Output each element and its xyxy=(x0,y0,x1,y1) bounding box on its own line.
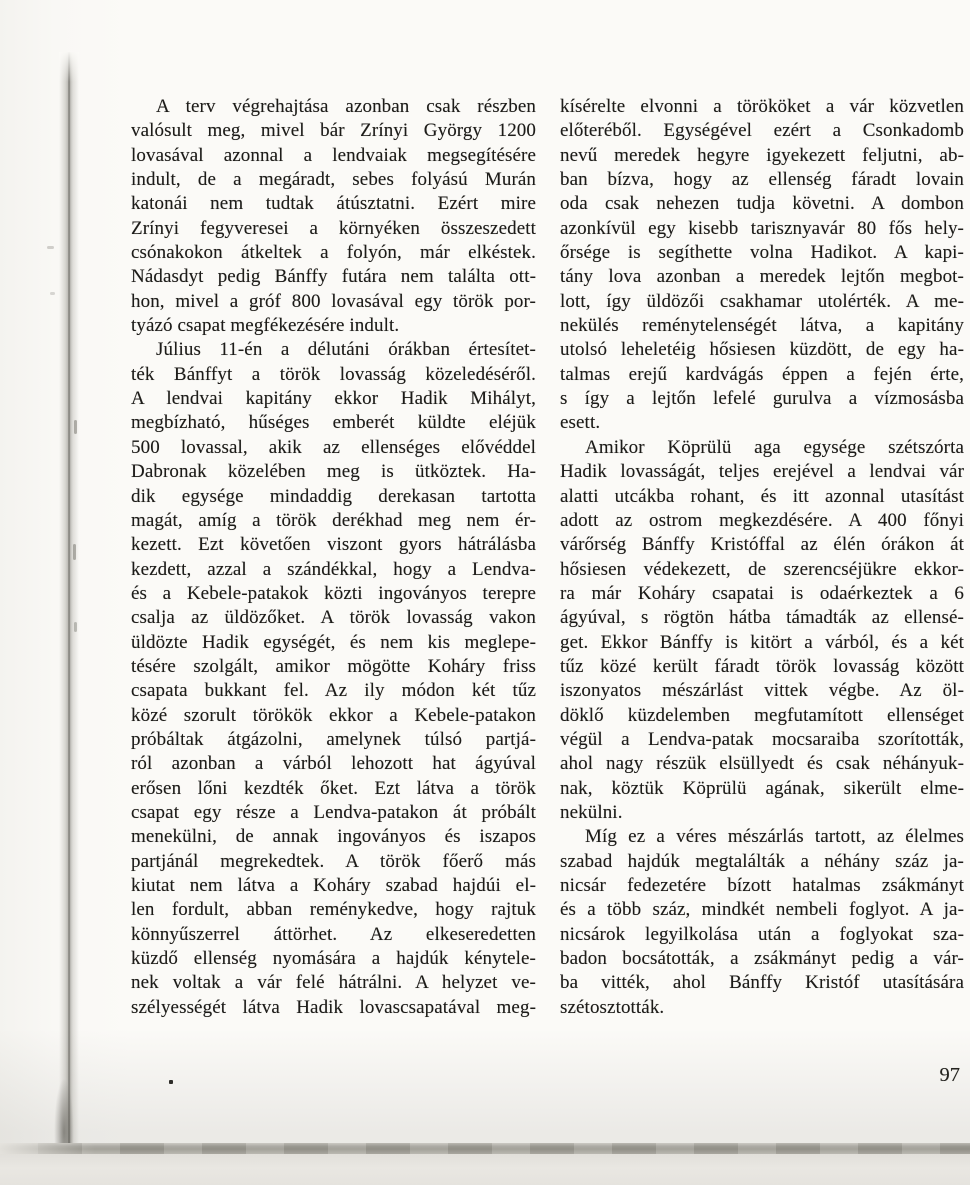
scan-speck xyxy=(73,544,76,560)
text-line: alatti utcákba rohant, és itt azonnal utasítást xyxy=(560,485,964,507)
text-line: iszonyatos mészárlást vittek végbe. Az öl- xyxy=(560,680,964,702)
text-line: katonái nem tudtak átúsztatni. Ezért mire xyxy=(131,193,536,215)
text-line: s így a lejtőn lefelé gurulva a vízmosásba xyxy=(560,388,964,410)
text-line: hon, mivel a gróf 800 lovasával egy török por- xyxy=(131,290,536,312)
text-line: szélyességét látva Hadik lovascsapatával meg- xyxy=(131,996,536,1018)
text-line: nevű meredek hegyre igyekezett feljutni, ab- xyxy=(560,144,964,166)
text-line: 500 lovassal, akik az ellenséges elővéddel xyxy=(131,436,536,458)
text-line: kiutat nem látva a Koháry szabad hajdúi el- xyxy=(131,875,536,896)
text-line: ba vitték, ahol Bánffy Kristóf utasítására xyxy=(560,972,964,994)
text-line: nicsárok legyilkolása után a foglyokat sza- xyxy=(560,923,964,945)
text-line: indult, de a megáradt, sebes folyású Murán xyxy=(131,169,536,191)
text-line: nekülés reménytelenségét látva, a kapitány xyxy=(560,315,964,337)
text-line: get. Ekkor Bánffy is kitört a várból, és a két xyxy=(560,631,964,653)
text-line: len fordult, abban reménykedve, hogy rajtuk xyxy=(131,899,536,921)
text-line: csapata bukkant fel. Az ily módon két tűz xyxy=(131,680,536,702)
text-line: próbáltak átgázolni, amelynek túlsó partjá- xyxy=(131,728,536,750)
text-line: közé szorult törökök ekkor a Kebele-patakon xyxy=(131,704,536,726)
text-line: csapat egy része a Lendva-patakon át próbált xyxy=(131,801,536,823)
text-line: magát, amíg a török derékhad meg nem ér- xyxy=(131,509,536,531)
text-line: Amikor Köprülü aga egysége szétszórta xyxy=(585,436,964,458)
scan-speck xyxy=(50,292,55,295)
text-line: küzdő ellenség nyomására a hajdúk kénytele- xyxy=(131,948,536,970)
text-line: ágyúval, s rögtön hátba támadták az ellensé- xyxy=(560,607,964,629)
text-line: üldözte Hadik egységét, és nem kis meglepe- xyxy=(131,631,536,653)
text-line: talmas erejű kardvágás éppen a fején érte, xyxy=(560,363,964,385)
text-line: nak, köztük Köprülü agának, sikerült elme- xyxy=(560,777,964,799)
text-line: szétosztották. xyxy=(560,996,665,1018)
text-line: nekülni. xyxy=(560,801,623,823)
text-line: ra már Koháry csapatai is odaérkeztek a 6 xyxy=(560,582,964,604)
text-line: Július 11-én a délutáni órákban értesítet- xyxy=(156,339,536,361)
text-line: és a több száz, mindkét nembeli foglyot. A ja- xyxy=(560,899,964,921)
text-line: ról azonban a várból lehozott hat ágyúval xyxy=(131,753,536,775)
text-line: szabad hajdúk megtalálták a néhány száz ja- xyxy=(560,850,964,872)
text-line: várőrség Bánffy Kristóffal az élén órákon át xyxy=(560,534,964,556)
scan-speck xyxy=(74,622,77,632)
text-line: Míg ez a véres mészárlás tartott, az élelmes xyxy=(585,826,964,848)
text-line: Dabronak közelében meg is ütköztek. Ha- xyxy=(131,461,536,483)
text-line: lott, így üldözői csakhamar utolérték. A me- xyxy=(560,290,964,312)
text-line: őrsége is segíthette volna Hadikot. A kapi- xyxy=(560,242,964,264)
text-line: tésére szolgált, amikor mögötte Koháry friss xyxy=(131,655,536,677)
page-number: 97 xyxy=(939,1064,960,1086)
text-line: nicsár fedezetére bízott hatalmas zsákmányt xyxy=(560,875,964,896)
text-line: csónakokon átkeltek a folyón, már elkéstek. xyxy=(131,242,536,264)
text-line: előteréből. Egységével ezért a Csonkadomb xyxy=(560,120,964,142)
text-line: könnyűszerrel áttörhet. Az elkeseredetten xyxy=(131,923,536,945)
text-line: kezdett, azzal a szándékkal, hogy a Lendva- xyxy=(131,558,536,580)
text-line: adott az ostrom megkezdésére. A 400 főnyi xyxy=(560,509,964,531)
text-line: nek voltak a vár felé hátrálni. A helyzet ve- xyxy=(131,972,536,994)
text-line: utolsó leheletéig hősiesen küzdött, de egy ha- xyxy=(560,339,964,361)
text-line: ahol nagy részük elsüllyedt és csak néhányuk- xyxy=(560,753,964,775)
ink-dot-artifact xyxy=(169,1080,173,1084)
text-line: ték Bánffyt a török lovasság közeledéséről. xyxy=(131,363,536,385)
text-line: kísérelte elvonni a törököket a vár közvetlen xyxy=(560,96,964,117)
right-column xyxy=(560,95,964,1020)
text-line: valósult meg, mivel bár Zrínyi György 1200 xyxy=(131,120,536,142)
text-line: azonkívül egy kisebb tarisznyavár 80 fős hely- xyxy=(560,217,964,239)
page-spine-shadow xyxy=(59,52,79,1143)
text-line: badon bocsátották, a zsákmányt pedig a vár- xyxy=(560,948,964,970)
text-line: megbízható, hűséges emberét küldte eléjük xyxy=(131,412,536,434)
text-line: és a Kebele-patakok közti ingoványos terepre xyxy=(131,582,536,604)
text-line: Nádasdyt pedig Bánffy futára nem találta ott- xyxy=(131,266,536,288)
scan-speck xyxy=(47,246,54,249)
text-line: partjánál megrekedtek. A török főerő más xyxy=(131,850,536,872)
text-line: csalja az üldözőket. A török lovasság vakon xyxy=(131,607,536,629)
text-line: döklő küzdelemben megfutamított ellenséget xyxy=(560,704,964,726)
text-line: Hadik lovasságát, teljes erejével a lendvai vár xyxy=(560,461,964,483)
text-line: végül a Lendva-patak mocsaraiba szorították, xyxy=(560,728,964,750)
text-line: oda csak nehezen tudja követni. A dombon xyxy=(560,193,964,215)
text-line: dik egysége mindaddig derekasan tartotta xyxy=(131,485,536,507)
text-line: ban bízva, hogy az ellenség fáradt lovain xyxy=(560,169,964,191)
scan-speck xyxy=(74,420,77,434)
text-line: hősiesen védekezett, de szerencséjükre ekkor- xyxy=(560,558,964,580)
left-column xyxy=(131,95,536,1020)
text-line: esett. xyxy=(560,412,601,434)
text-line: kezett. Ezt követően viszont gyors hátrálásba xyxy=(131,534,536,556)
text-line: lovasával azonnal a lendvaiak megsegítésére xyxy=(131,144,536,166)
underlying-surface xyxy=(0,1154,970,1185)
text-line: menekülni, de annak ingoványos és iszapos xyxy=(131,826,536,848)
page-bottom-edge xyxy=(0,1143,970,1154)
text-line: tány lova azonban a meredek lejtőn megbot- xyxy=(560,266,964,288)
text-line: tyázó csapat megfékezésére indult. xyxy=(131,315,400,337)
text-line: A terv végrehajtása azonban csak részben xyxy=(156,96,536,117)
text-line: erősen lőni kezdték őket. Ezt látva a török xyxy=(131,777,536,799)
text-line: A lendvai kapitány ekkor Hadik Mihályt, xyxy=(131,388,536,410)
text-line: Zrínyi fegyveresei a környéken összeszedett xyxy=(131,217,536,239)
text-line: tűz közé került fáradt török lovasság között xyxy=(560,655,964,677)
